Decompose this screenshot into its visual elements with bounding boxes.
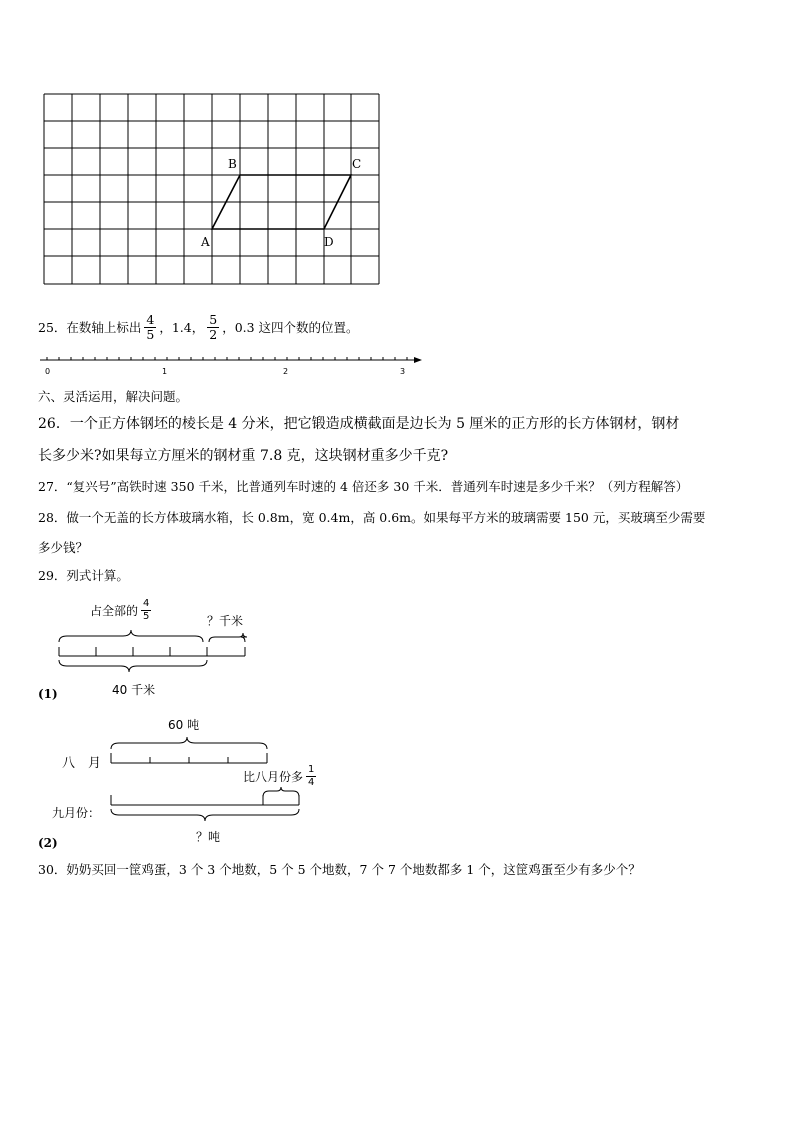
point-label-c: C xyxy=(352,157,362,171)
tick-label-1: 1 xyxy=(162,367,168,376)
diagram-2-top-label: 60 吨 xyxy=(168,718,200,732)
q25-fraction-2 xyxy=(207,313,219,343)
diagram-1-top-label xyxy=(90,598,154,622)
d2-frac-num: 1 xyxy=(308,764,315,775)
q25-frac2-num: 5 xyxy=(209,312,218,327)
question-28-line-1: 28．做一个无盖的长方体玻璃水箱，长 0.8m，宽 0.4m，高 0.6m。如果每平方米的玻璃需要 150 元，买玻璃至少需要 xyxy=(38,510,706,525)
q25-frac1-den: 5 xyxy=(146,327,155,343)
question-26-line-2: 长多少米?如果每立方厘米的钢材重 7.8 克，这块钢材重多少千克? xyxy=(38,448,449,464)
diagram-1-segments xyxy=(55,628,255,676)
number-line xyxy=(38,352,423,376)
d2-frac-den: 4 xyxy=(308,776,315,788)
q25-suffix: ，0.3 这四个数的位置。 xyxy=(222,319,359,335)
tick-label-0: 0 xyxy=(45,367,51,376)
section-6-heading: 六、灵活运用，解决问题。 xyxy=(38,389,189,404)
d1-top-fraction xyxy=(141,598,151,622)
diagram-2-segments xyxy=(105,735,310,825)
d1-frac-den: 5 xyxy=(143,610,150,622)
diagram-2-number: (2) xyxy=(38,836,58,850)
q25-frac1-num: 4 xyxy=(146,312,155,327)
q25-frac2-den: 2 xyxy=(209,327,218,343)
grid-lines xyxy=(44,94,379,284)
tick-label-3: 3 xyxy=(400,367,406,376)
question-25 xyxy=(38,313,359,343)
diagram-1-number: (1) xyxy=(38,687,58,701)
question-26-line-1: 26．一个正方体钢坯的棱长是 4 分米，把它锻造成横截面是边长为 5 厘米的正方形的长方体钢材，钢材 xyxy=(38,416,680,432)
point-label-d: D xyxy=(324,235,334,249)
question-28-line-2: 多少钱？ xyxy=(38,540,89,555)
point-label-b: B xyxy=(228,157,237,171)
grid-figure xyxy=(40,90,385,290)
d2-extra-text: 比八月份多 xyxy=(243,769,304,784)
diagram-2-bottom-label: ？吨 xyxy=(196,830,221,844)
q25-mid: ，1.4， xyxy=(159,319,205,335)
q25-fraction-1 xyxy=(144,313,156,343)
diagram-2-row1-label: 八 月 xyxy=(62,756,102,771)
tick-label-2: 2 xyxy=(283,367,289,376)
question-30: 30．奶奶买回一筐鸡蛋，3 个 3 个地数，5 个 5 个地数，7 个 7 个地数都多 1 个，这筐鸡蛋至少有多少个？ xyxy=(38,862,641,877)
question-27: 27．“复兴号”高铁时速 350 千米，比普通列车时速的 4 倍还多 30 千米．普通列车时速是多少千米？（列方程解答） xyxy=(38,479,689,494)
diagram-2-row2-label: 九月份： xyxy=(52,806,101,820)
point-label-a: A xyxy=(201,235,210,249)
q25-prefix: 25．在数轴上标出 xyxy=(38,319,142,335)
question-29-title: 29．列式计算。 xyxy=(38,568,129,583)
d1-top-text: 占全部的 xyxy=(90,603,139,618)
diagram-1-right-label: ？千米 xyxy=(207,614,244,628)
d1-frac-num: 4 xyxy=(143,598,150,609)
diagram-1-bottom-label: 40 千米 xyxy=(112,683,156,697)
